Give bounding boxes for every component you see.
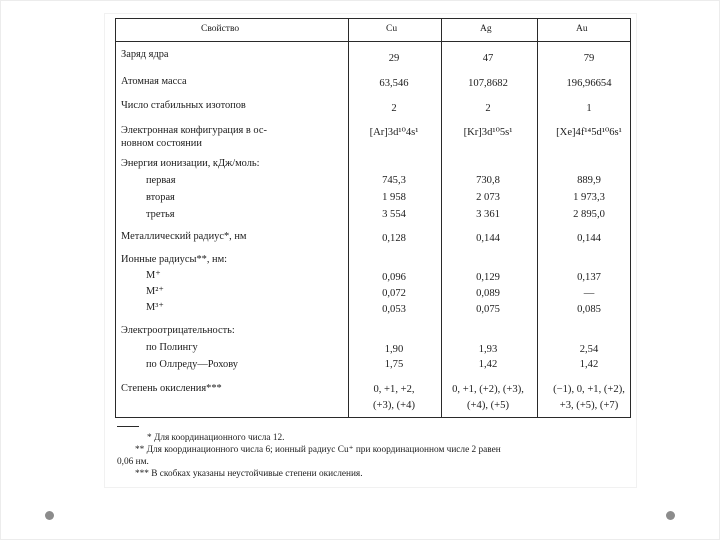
value-au: 0,085 [577, 304, 601, 315]
value-cu: 3 554 [382, 209, 406, 220]
value-ag: 0, +1, (+2), (+3), [452, 384, 524, 395]
row-sublabel-m3: M³⁺ [146, 302, 164, 313]
value-au: 1 973,3 [573, 192, 605, 203]
header-au: Au [576, 24, 588, 34]
value-ag: 107,8682 [468, 78, 508, 89]
row-sublabel-pauling: по Полингу [146, 342, 198, 353]
row-label-mass: Атомная масса [121, 76, 187, 87]
value-cu: (+3), (+4) [373, 400, 415, 411]
header-ag: Ag [480, 24, 492, 34]
row-label-isotopes: Число стабильных изотопов [121, 100, 246, 111]
row-label-config-line1: Электронная конфигурация в ос- [121, 125, 267, 136]
value-cu: 1 958 [382, 192, 406, 203]
row-sublabel-m2: M²⁺ [146, 286, 164, 297]
value-ag: 3 361 [476, 209, 500, 220]
value-ag: 47 [482, 53, 494, 64]
value-cu: 1,90 [384, 344, 404, 355]
footnote-separator [117, 426, 139, 427]
value-au: (−1), 0, +1, (+2), [553, 384, 625, 395]
value-ag: 730,8 [476, 175, 500, 186]
footnote-3: *** В скобках указаны неустойчивые степени окисления. [135, 469, 363, 479]
value-cu: 745,3 [382, 175, 406, 186]
value-ag: 1,93 [478, 344, 498, 355]
row-sublabel-m1: M⁺ [146, 270, 161, 281]
value-ag: [Kr]3d¹⁰5s¹ [463, 127, 513, 138]
row-label-oxidation: Степень окисления*** [121, 383, 222, 394]
value-ag: 0,144 [476, 233, 500, 244]
value-cu: 29 [388, 53, 400, 64]
value-cu: 0,128 [382, 233, 406, 244]
value-au: [Xe]4f¹⁴5d¹⁰6s¹ [556, 127, 622, 138]
value-ag: 0,075 [476, 304, 500, 315]
value-ag: 0,089 [476, 288, 500, 299]
row-sublabel-second: вторая [146, 192, 175, 203]
header-cu: Cu [386, 24, 398, 34]
slide-bullet-dot-left [45, 511, 54, 520]
footnote-1: * Для координационного числа 12. [147, 433, 285, 443]
row-label-ionic: Ионные радиусы**, нм: [121, 254, 228, 265]
row-label-config-line2: новном состоянии [121, 138, 202, 149]
value-cu: 0,053 [382, 304, 406, 315]
value-au: 0,144 [577, 233, 601, 244]
value-au: — [583, 288, 595, 299]
value-au: 1,42 [579, 359, 599, 370]
value-cu: 2 [391, 103, 397, 114]
value-au: 2,54 [579, 344, 599, 355]
value-cu: 63,546 [379, 78, 409, 89]
row-label-ionization: Энергия ионизации, кДж/моль: [121, 158, 260, 169]
footnote-2-continued: 0,06 нм. [117, 457, 149, 467]
value-au: 0,137 [577, 272, 601, 283]
value-ag: (+4), (+5) [467, 400, 509, 411]
value-cu: 0,096 [382, 272, 406, 283]
row-sublabel-third: третья [146, 209, 175, 220]
value-cu: 1,75 [384, 359, 404, 370]
header-property: Свойство [201, 24, 240, 34]
properties-table [115, 18, 631, 418]
row-sublabel-allred: по Оллреду—Рохову [146, 359, 238, 370]
slide-bullet-dot-right [666, 511, 675, 520]
value-au: 196,96654 [566, 78, 612, 89]
row-label-charge: Заряд ядра [121, 49, 169, 60]
value-au: +3, (+5), (+7) [559, 400, 619, 411]
row-label-electroneg: Электроотрицательность: [121, 325, 235, 336]
footnote-2: ** Для координационного числа 6; ионный радиус Cu⁺ при координационном числе 2 равен [135, 445, 501, 455]
value-au: 79 [583, 53, 595, 64]
row-label-metal-radius: Металлический радиус*, нм [121, 231, 247, 242]
value-au: 2 895,0 [573, 209, 605, 220]
scanned-page [105, 14, 636, 487]
value-cu: 0, +1, +2, [373, 384, 415, 395]
value-ag: 1,42 [478, 359, 498, 370]
value-ag: 2 [485, 103, 491, 114]
row-sublabel-first: первая [146, 175, 176, 186]
value-au: 1 [586, 103, 592, 114]
value-au: 889,9 [577, 175, 601, 186]
value-cu: 0,072 [382, 288, 406, 299]
value-ag: 2 073 [476, 192, 500, 203]
value-cu: [Ar]3d¹⁰4s¹ [369, 127, 419, 138]
value-ag: 0,129 [476, 272, 500, 283]
